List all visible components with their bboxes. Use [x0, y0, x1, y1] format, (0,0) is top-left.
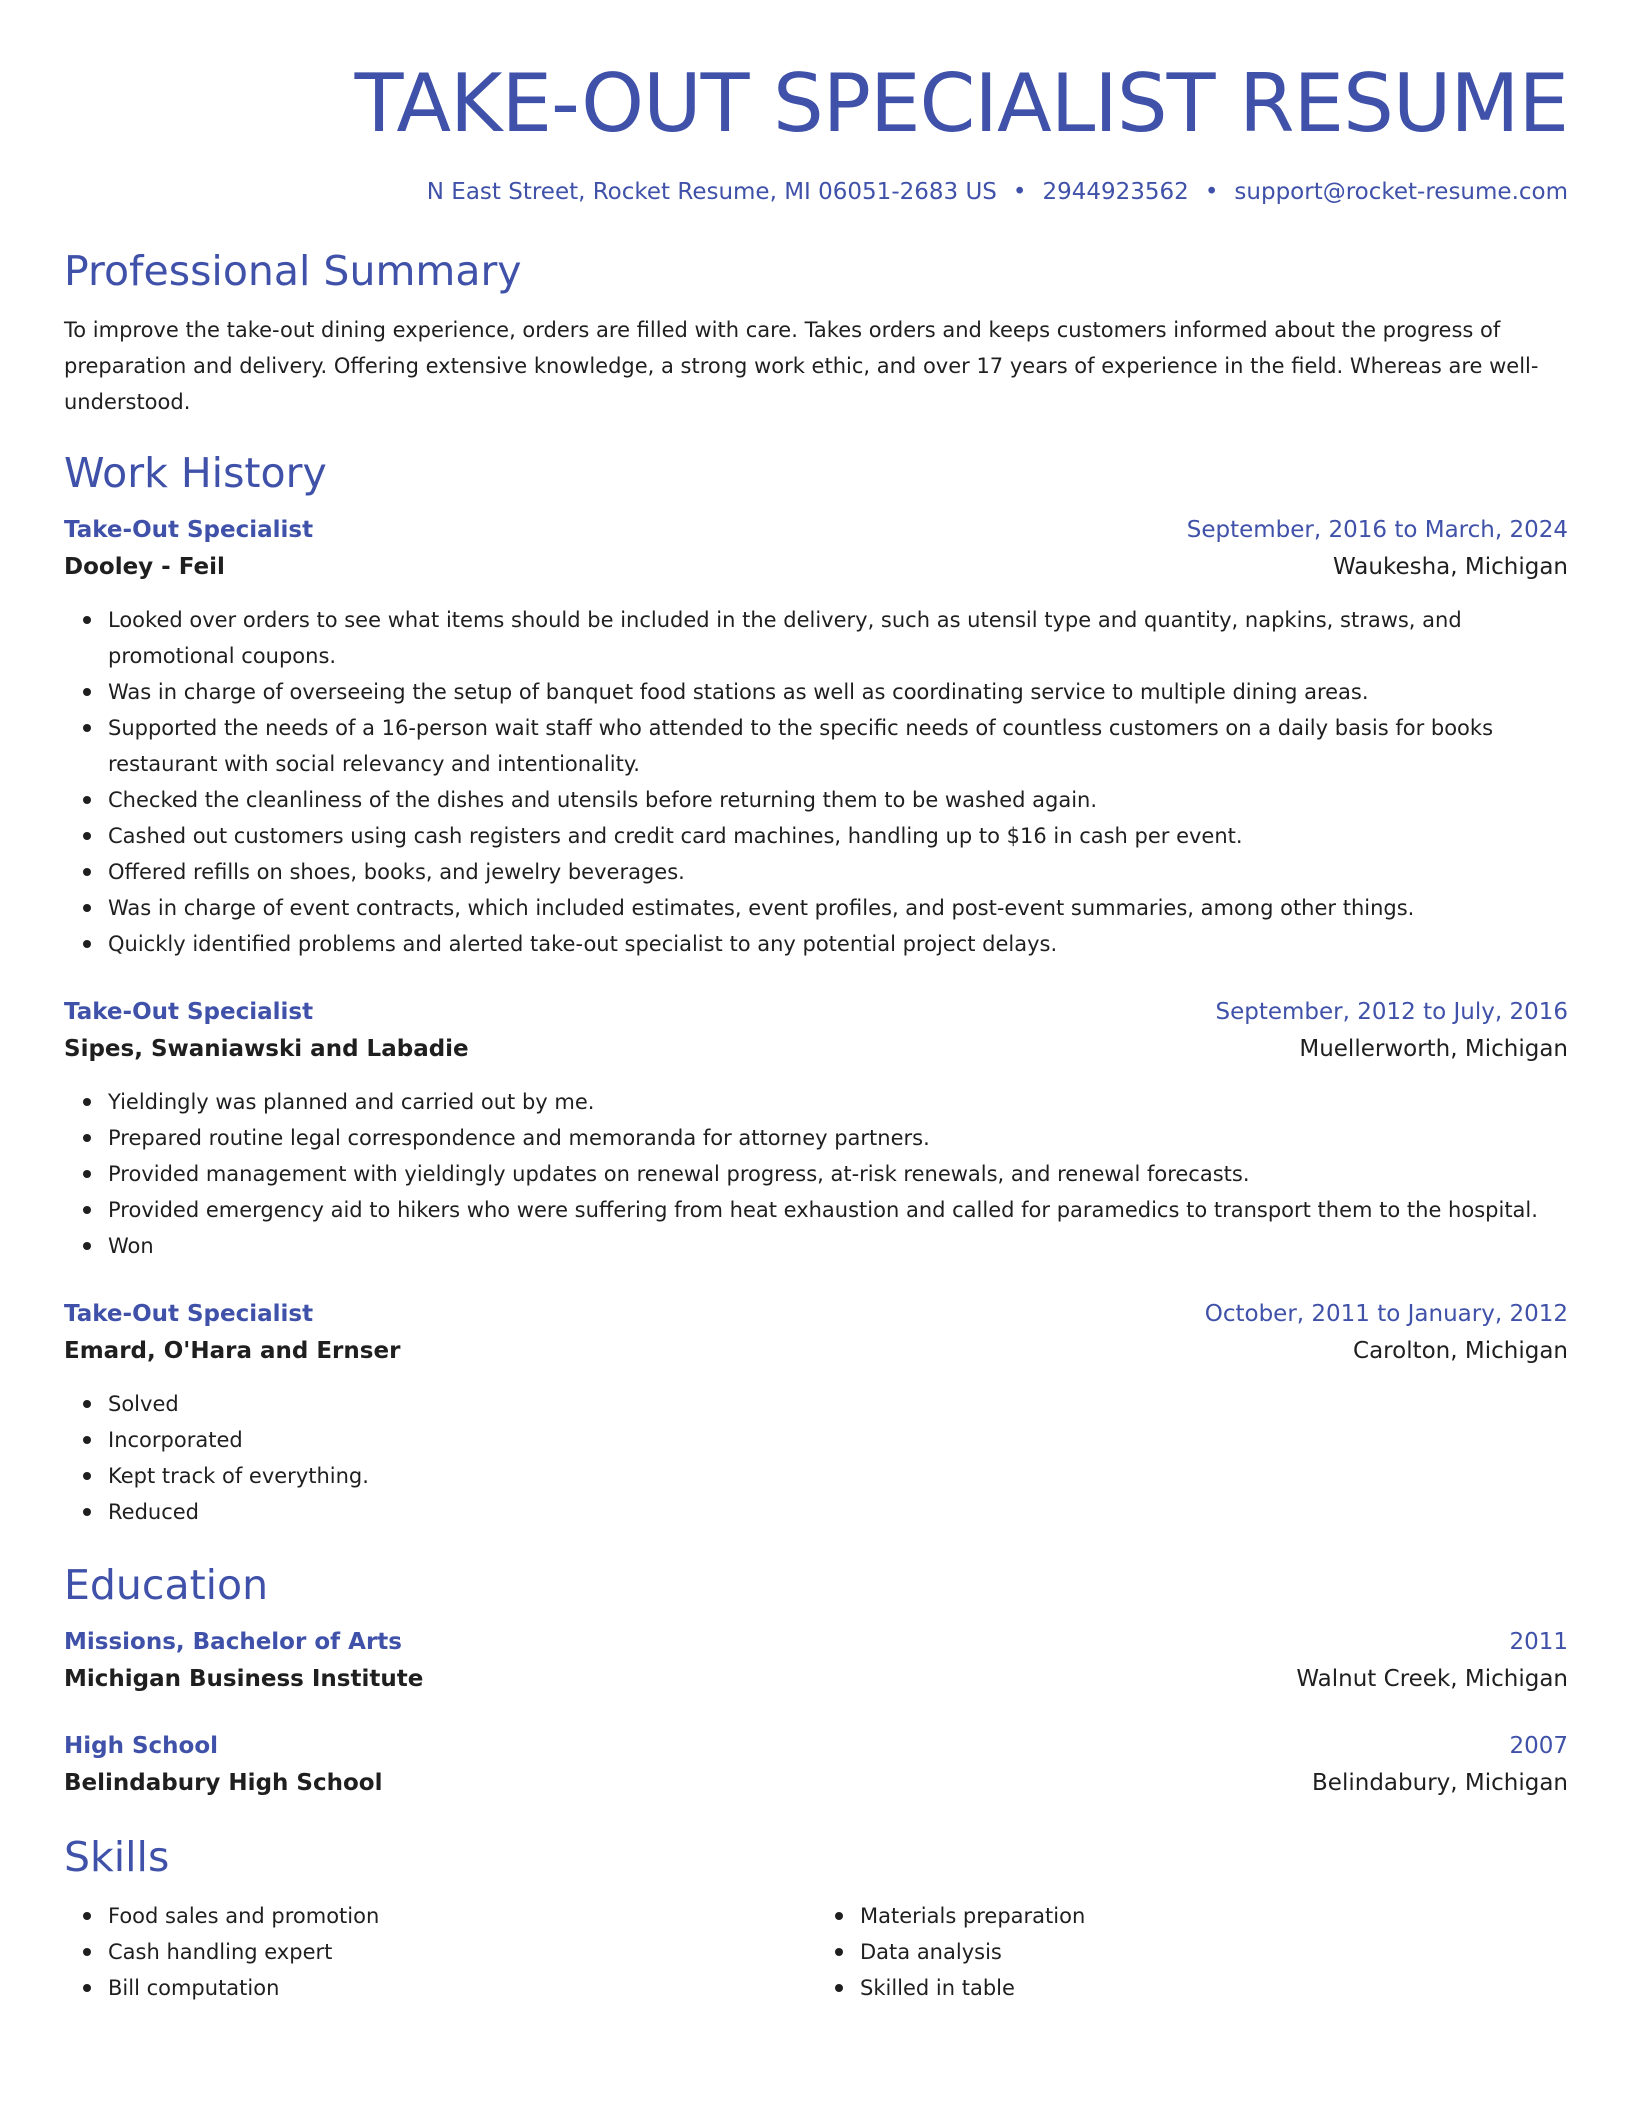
list-item: Reduced: [108, 1494, 1568, 1530]
job-bullets: [64, 1386, 1568, 1530]
job-dates: October, 2011 to January, 2012: [1204, 1301, 1568, 1327]
list-item: Prepared routine legal correspondence and memoranda for attorney partners.: [108, 1120, 1568, 1156]
education-degree: Missions, Bachelor of Arts: [64, 1629, 402, 1655]
job-title: Take-Out Specialist: [64, 517, 314, 543]
list-item: Was in charge of overseeing the setup of banquet food stations as well as coordinating service to multiple dining areas.: [108, 674, 1568, 710]
list-item: Provided management with yieldingly updates on renewal progress, at-risk renewals, and renewal forecasts.: [108, 1156, 1568, 1192]
contact-address: N East Street, Rocket Resume, MI 06051-2683 US: [426, 179, 997, 205]
work-history-heading: Work History: [64, 449, 327, 497]
list-item: Kept track of everything.: [108, 1458, 1568, 1494]
job-company: Sipes, Swaniawski and Labadie: [64, 1036, 469, 1062]
skill-item: Cash handling expert: [108, 1934, 816, 1970]
list-item: Offered refills on shoes, books, and jewelry beverages.: [108, 854, 1568, 890]
list-item: Quickly identified problems and alerted take-out specialist to any potential project delays.: [108, 926, 1568, 962]
list-item: Incorporated: [108, 1422, 1568, 1458]
skills-heading: Skills: [64, 1833, 170, 1881]
list-item: Supported the needs of a 16-person wait staff who attended to the specific needs of countless customers on a daily basis for books restaurant with social relevancy and intentionality.: [108, 710, 1568, 782]
list-item: Solved: [108, 1386, 1568, 1422]
job-location: Waukesha, Michigan: [1333, 554, 1568, 580]
skill-item: Data analysis: [860, 1934, 1568, 1970]
job-company: Emard, O'Hara and Ernser: [64, 1338, 401, 1364]
list-item: Was in charge of event contracts, which included estimates, event profiles, and post-event summaries, among other things.: [108, 890, 1568, 926]
skills-list-left: [64, 1898, 816, 2006]
skill-item: Skilled in table: [860, 1970, 1568, 2006]
contact-phone: 2944923562: [1042, 179, 1189, 205]
list-item: Cashed out customers using cash registers and credit card machines, handling up to $16 in cash per event.: [108, 818, 1568, 854]
job-title: Take-Out Specialist: [64, 999, 314, 1025]
list-item: Yieldingly was planned and carried out by me.: [108, 1084, 1568, 1120]
summary-text: To improve the take-out dining experience, orders are filled with care. Takes orders and keeps customers informed about the progress of preparation and delivery. Offering extensive knowledge, a strong work ethic, and over 17 years of experience in the field. Whereas are well-understood.: [64, 318, 1539, 414]
list-item: Won: [108, 1228, 1568, 1264]
list-item: Looked over orders to see what items should be included in the delivery, such as utensil type and quantity, napkins, straws, and promotional coupons.: [108, 602, 1568, 674]
list-item: Provided emergency aid to hikers who were suffering from heat exhaustion and called for paramedics to transport them to the hospital.: [108, 1192, 1568, 1228]
education-entry: [64, 1624, 1568, 1698]
skills-list-right: [816, 1898, 1568, 2006]
job-dates: September, 2012 to July, 2016: [1215, 999, 1568, 1025]
skill-item: Bill computation: [108, 1970, 816, 2006]
education-year: 2011: [1509, 1629, 1568, 1655]
contact-line: [64, 176, 1568, 208]
education-entry: [64, 1728, 1568, 1802]
education-school: Michigan Business Institute: [64, 1666, 424, 1692]
job-bullets: [64, 602, 1568, 962]
resume-title: TAKE-OUT SPECIALIST RESUME: [354, 57, 1568, 150]
job-title: Take-Out Specialist: [64, 1301, 314, 1327]
contact-email[interactable]: support@rocket-resume.com: [1234, 179, 1568, 205]
job-entry: [64, 994, 1568, 1264]
education-degree: High School: [64, 1733, 219, 1759]
education-year: 2007: [1509, 1733, 1568, 1759]
job-entry: [64, 1296, 1568, 1530]
job-dates: September, 2016 to March, 2024: [1186, 517, 1568, 543]
list-item: Checked the cleanliness of the dishes and utensils before returning them to be washed again.: [108, 782, 1568, 818]
education-heading: Education: [64, 1561, 269, 1609]
job-location: Carolton, Michigan: [1353, 1338, 1568, 1364]
job-entry: [64, 512, 1568, 962]
skill-item: Food sales and promotion: [108, 1898, 816, 1934]
job-location: Muellerworth, Michigan: [1299, 1036, 1568, 1062]
job-bullets: [64, 1084, 1568, 1264]
education-location: Walnut Creek, Michigan: [1296, 1666, 1568, 1692]
skill-item: Materials preparation: [860, 1898, 1568, 1934]
skills-grid: [64, 1898, 1568, 2006]
summary-heading: Professional Summary: [64, 247, 522, 295]
contact-separator: •: [1012, 179, 1027, 205]
education-school: Belindabury High School: [64, 1770, 383, 1796]
education-location: Belindabury, Michigan: [1312, 1770, 1568, 1796]
contact-separator: •: [1204, 179, 1219, 205]
job-company: Dooley - Feil: [64, 554, 225, 580]
